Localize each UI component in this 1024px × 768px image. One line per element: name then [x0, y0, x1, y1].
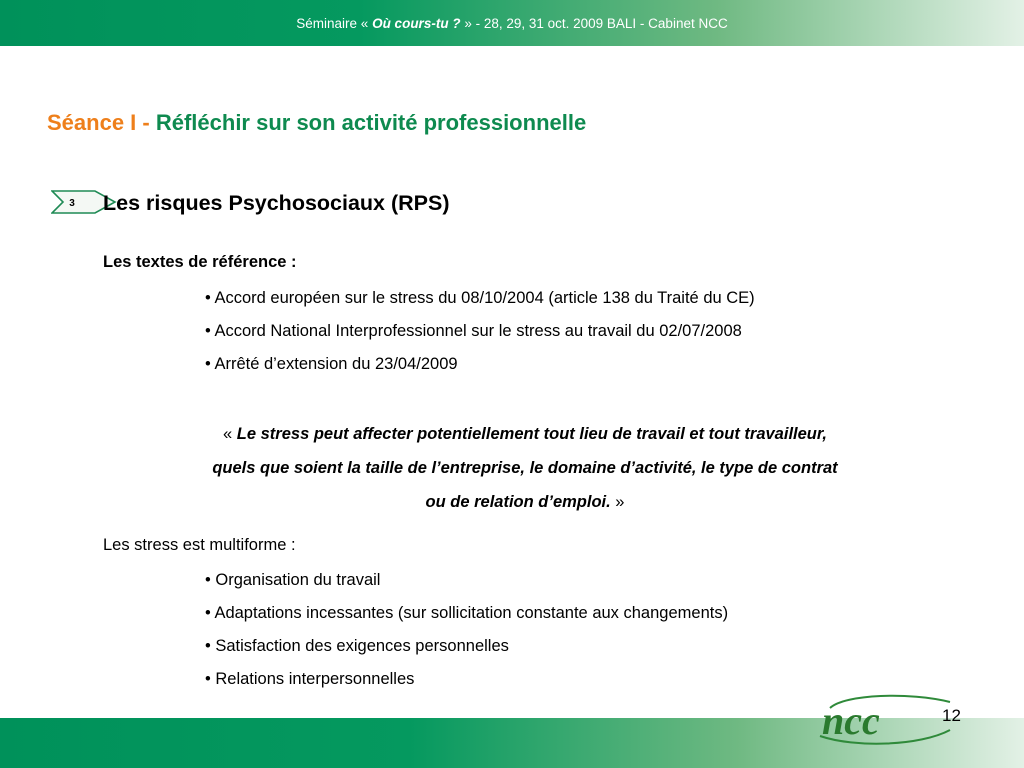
- references-list: [205, 287, 755, 386]
- slide-title-main: Réfléchir sur son activité professionnelle: [155, 110, 587, 135]
- references-heading: Les textes de référence :: [103, 253, 297, 271]
- list-item: • Organisation du travail: [205, 571, 381, 589]
- slide-title-prefix: Séance I -: [47, 110, 156, 135]
- list-item: • Accord européen sur le stress du 08/10/2004 (article 138 du Traité du CE): [205, 289, 755, 307]
- quote-block: [100, 417, 950, 519]
- list-item: • Relations interpersonnelles: [205, 670, 415, 688]
- section-title: Les risques Psychosociaux (RPS): [103, 191, 450, 215]
- slide-title: [47, 110, 586, 136]
- header-text-after: » - 28, 29, 31 oct. 2009 BALI - Cabinet NCC: [460, 15, 728, 31]
- header-title: [0, 0, 1024, 46]
- header-text-emphasis: Où cours-tu ?: [372, 15, 461, 31]
- quote-open-mark: «: [223, 425, 237, 443]
- quote-line-3: ou de relation d’emploi.: [425, 493, 611, 511]
- multiforme-heading: Les stress est multiforme :: [103, 536, 296, 554]
- page-number: 12: [942, 706, 961, 725]
- badge-number: 3: [69, 198, 75, 209]
- header-text-before: Séminaire «: [296, 15, 373, 31]
- list-item: • Satisfaction des exigences personnelles: [205, 637, 509, 655]
- list-item: • Adaptations incessantes (sur sollicitation constante aux changements): [205, 604, 729, 622]
- list-item: • Accord National Interprofessionnel sur le stress au travail du 02/07/2008: [205, 322, 742, 340]
- multiforme-list: [205, 569, 728, 701]
- list-item: • Arrêté d’extension du 23/04/2009: [205, 355, 458, 373]
- quote-close-mark: »: [610, 493, 625, 511]
- quote-line-2: quels que soient la taille de l’entreprise, le domaine d’activité, le type de contrat: [212, 459, 838, 477]
- quote-line-1: Le stress peut affecter potentiellement tout lieu de travail et tout travailleur,: [236, 425, 827, 443]
- logo-text-body: ncc: [822, 698, 880, 743]
- logo-text: [822, 698, 880, 743]
